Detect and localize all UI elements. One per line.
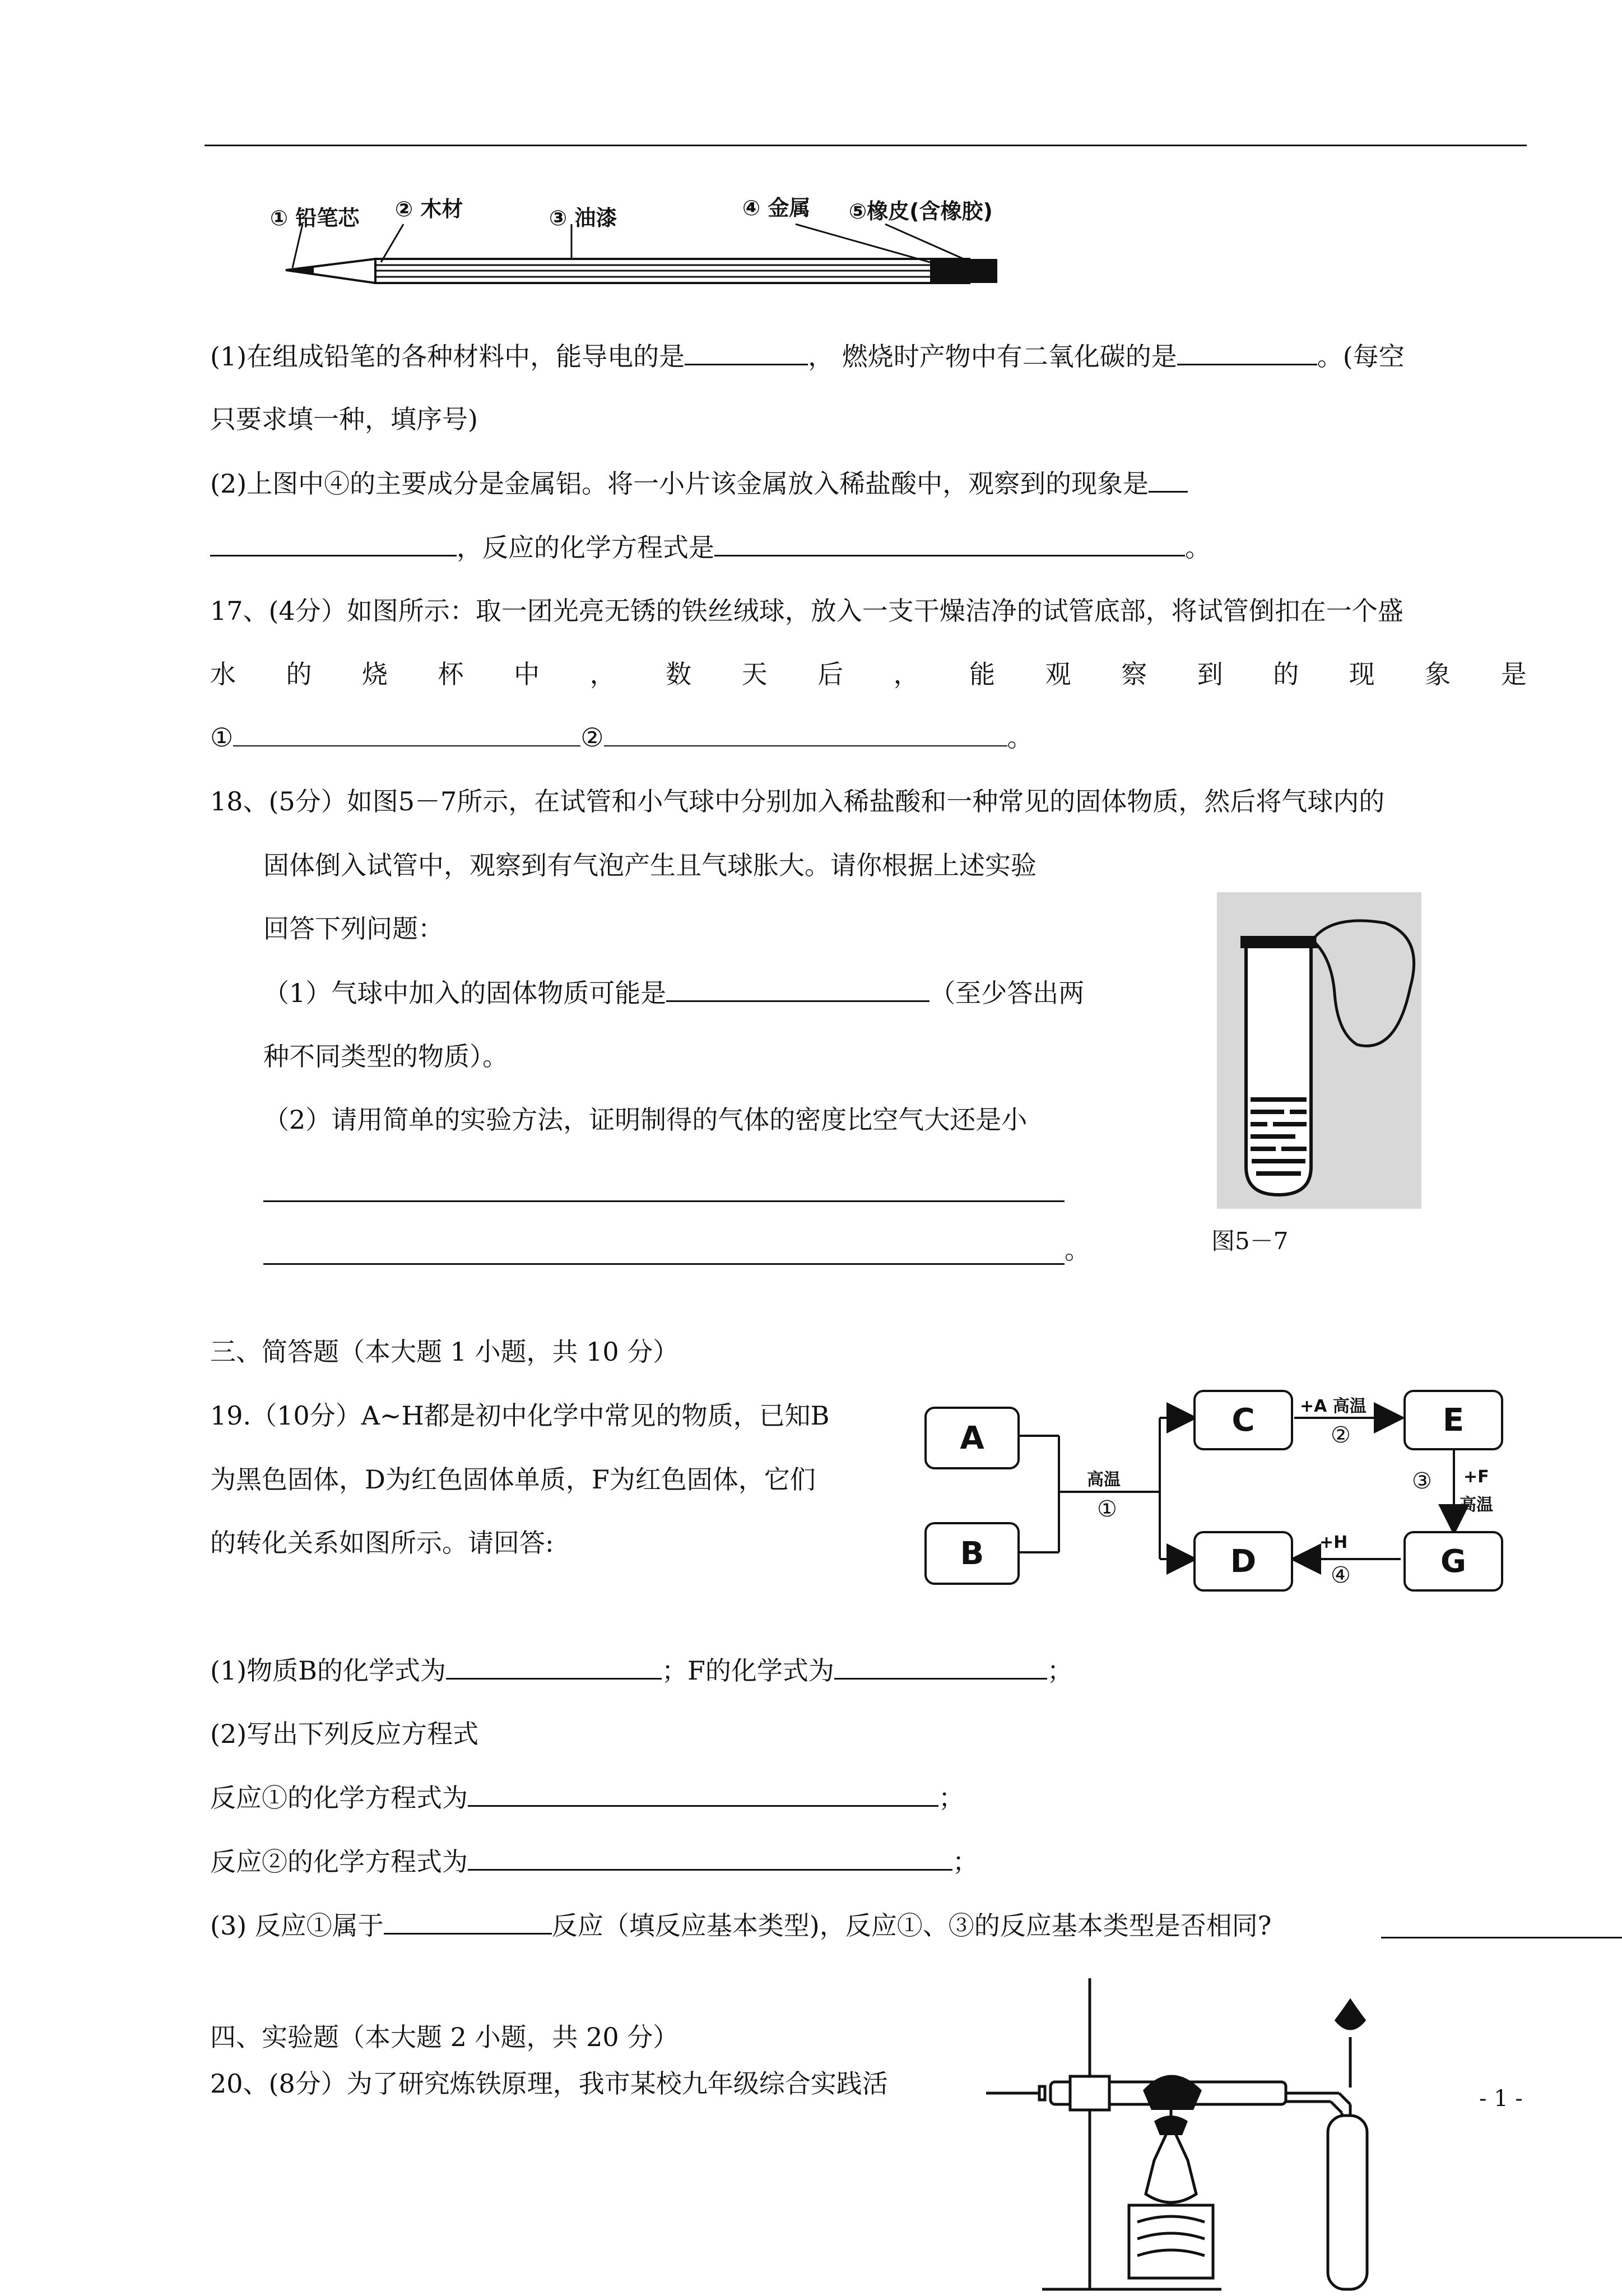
pencil-figure (269, 185, 1008, 286)
test-tube-drawing (1217, 892, 1421, 1209)
q17-char: 后 (817, 659, 844, 689)
q17-end: 。 (1007, 722, 1033, 753)
flow-node-d: D (1193, 1531, 1293, 1592)
q17-char: 象 (1425, 659, 1451, 689)
q18-line4-b: （至少答出两 (929, 978, 1085, 1008)
test-tube-balloon-figure (1217, 892, 1421, 1209)
flow-step-4: ④ (1331, 1562, 1351, 1588)
q17-char: 的 (286, 659, 312, 689)
q19-sub1 (210, 1653, 1073, 1687)
flow-step-1: ① (1097, 1496, 1117, 1522)
q18-line3: 回答下列问题： (263, 913, 444, 944)
flow-node-e: E (1403, 1390, 1503, 1450)
answer-blank[interactable] (210, 530, 457, 556)
q17-char: 能 (969, 659, 996, 689)
q17-char: 察 (1121, 659, 1147, 689)
flow-condition-1: 高温 (1087, 1470, 1121, 1490)
reaction-flow-diagram (919, 1384, 1507, 1597)
q17-line2 (210, 657, 1527, 691)
q17-char: 到 (1197, 659, 1223, 689)
answer-blank[interactable] (468, 1780, 938, 1807)
q16-part2-line1 (210, 466, 1188, 500)
q16-p2-end: 。 (1185, 532, 1211, 563)
q19-s3-a: 反应①的化学方程式为 (210, 1783, 468, 1813)
q18-end: 。 (1065, 1235, 1090, 1265)
q16-p1-text-a: (1)在组成铅笔的各种材料中，能导电的是 (210, 341, 685, 372)
flow-step-3: ③ (1412, 1468, 1432, 1494)
flow-node-c: C (1193, 1390, 1293, 1450)
pencil-label-paint: ③ 油漆 (549, 206, 617, 230)
q19-sub5 (210, 1908, 1271, 1942)
q19-s3-end: ； (938, 1783, 964, 1813)
q17-char: 的 (1273, 659, 1299, 689)
flow-condition-4: +H (1319, 1533, 1348, 1552)
q19-sub4 (210, 1844, 978, 1878)
section-title-3: 三、简答题（本大题 1 小题，共 10 分） (210, 1337, 679, 1367)
q17-char: ， (893, 659, 919, 689)
flow-condition-3b: 高温 (1460, 1495, 1493, 1515)
q16-part1-line2: 只要求填一种，填序号) (210, 404, 478, 434)
flow-condition-3a: +F (1463, 1467, 1489, 1487)
answer-blank[interactable] (604, 721, 1007, 746)
flow-node-g: G (1403, 1531, 1503, 1592)
q20-line1: 20、(8分）为了研究炼铁原理，我市某校九年级综合实践活 (210, 2068, 888, 2099)
answer-line[interactable] (263, 1200, 1065, 1202)
q17-char: 烧 (362, 659, 388, 689)
answer-line[interactable] (1381, 1937, 1622, 1938)
q17-char: 数 (666, 659, 692, 689)
q17-char: 水 (210, 659, 236, 689)
q19-s5-b: 反应（填反应基本类型)，反应①、③的反应基本类型是否相同? (551, 1910, 1272, 1941)
q19-s4-a: 反应②的化学方程式为 (210, 1847, 468, 1877)
q17-char: 杯 (438, 659, 464, 689)
q17-char: 中 (514, 659, 540, 689)
answer-line[interactable] (263, 1263, 1065, 1265)
q19-s1-b: ；F的化学式为 (661, 1655, 834, 1686)
q19-s1-a: (1)物质B的化学式为 (210, 1655, 446, 1686)
pencil-label-metal: ④ 金属 (742, 196, 811, 220)
q18-line1: 18、(5分）如图5－7所示，在试管和小气球中分别加入稀盐酸和一种常见的固体物质，然后将气球内的 (210, 786, 1385, 817)
q19-line3: 的转化关系如图所示。请回答: (210, 1528, 554, 1558)
q18-line4-a: （1）气球中加入的固体物质可能是 (263, 978, 667, 1008)
pencil-label-eraser: ⑤橡皮(含橡胶) (849, 199, 993, 224)
flow-node-a: A (924, 1407, 1020, 1469)
answer-blank[interactable] (1177, 339, 1317, 365)
q19-sub3 (210, 1780, 964, 1815)
apparatus-drawing (986, 1975, 1423, 2294)
answer-blank[interactable] (233, 721, 580, 746)
flow-node-b: B (924, 1522, 1020, 1585)
answer-blank[interactable] (666, 976, 929, 1002)
q19-s1-c: ； (1047, 1655, 1073, 1686)
q17-char: 天 (741, 659, 768, 689)
pencil-label-lead: ① 铅笔芯 (270, 206, 360, 230)
q19-sub2: (2)写出下列反应方程式 (210, 1719, 479, 1749)
answer-blank[interactable] (446, 1653, 662, 1680)
q17-blank-number-1: ① (210, 722, 234, 753)
q17-line3 (210, 721, 1033, 754)
q17-char: 是 (1500, 659, 1527, 689)
flow-step-2: ② (1331, 1422, 1351, 1448)
q18-line4 (263, 976, 1084, 1010)
q17-line1: 17、(4分）如图所示：取一团光亮无锈的铁丝绒球，放入一支干燥洁净的试管底部，将试管倒扣在一个盛 (210, 596, 1403, 626)
q19-line1: 19.（10分）A~H都是初中化学中常见的物质，已知B (210, 1400, 830, 1431)
q16-p2-text-a: (2)上图中④的主要成分是金属铝。将一小片该金属放入稀盐酸中，观察到的现象是 (210, 469, 1149, 499)
answer-blank[interactable] (834, 1653, 1047, 1680)
q17-char: 观 (1045, 659, 1071, 689)
figure-caption: 图5－7 (1211, 1227, 1289, 1255)
q17-char: 现 (1349, 659, 1375, 689)
answer-blank[interactable] (685, 339, 808, 365)
q18-line5: 种不同类型的物质）。 (263, 1041, 508, 1072)
q18-line6: （2）请用简单的实验方法，证明制得的气体的密度比空气大还是小 (263, 1105, 1028, 1135)
q19-s4-end: ； (952, 1847, 978, 1877)
q16-part2-line2 (210, 530, 1211, 564)
header-rule (205, 145, 1527, 146)
q17-char: ， (589, 659, 616, 689)
flow-condition-2: +A 高温 (1300, 1397, 1367, 1416)
section-title-4: 四、实验题（本大题 2 小题，共 20 分） (210, 2022, 679, 2052)
q16-p2-text-b: ，反应的化学方程式是 (457, 532, 714, 563)
q16-p1-text-b: ， 燃烧时产物中有二氧化碳的是 (808, 341, 1177, 372)
answer-blank[interactable] (468, 1844, 952, 1871)
iron-smelting-apparatus (986, 1975, 1423, 2294)
q19-s5-a: (3) 反应①属于 (210, 1910, 384, 1941)
answer-blank[interactable] (384, 1908, 552, 1935)
answer-blank[interactable] (1149, 466, 1188, 493)
q19-line2: 为黑色固体，D为红色固体单质，F为红色固体，它们 (210, 1464, 816, 1495)
pencil-label-wood: ② 木材 (395, 197, 463, 221)
q16-p1-text-c: 。(每空 (1317, 341, 1405, 372)
q16-part1-line1 (210, 339, 1405, 373)
q17-blank-number-2: ② (580, 722, 604, 753)
q18-line2: 固体倒入试管中，观察到有气泡产生且气球胀大。请你根据上述实验 (263, 850, 1037, 880)
page-number: - 1 - (1479, 2086, 1523, 2112)
answer-blank[interactable] (714, 530, 1185, 556)
